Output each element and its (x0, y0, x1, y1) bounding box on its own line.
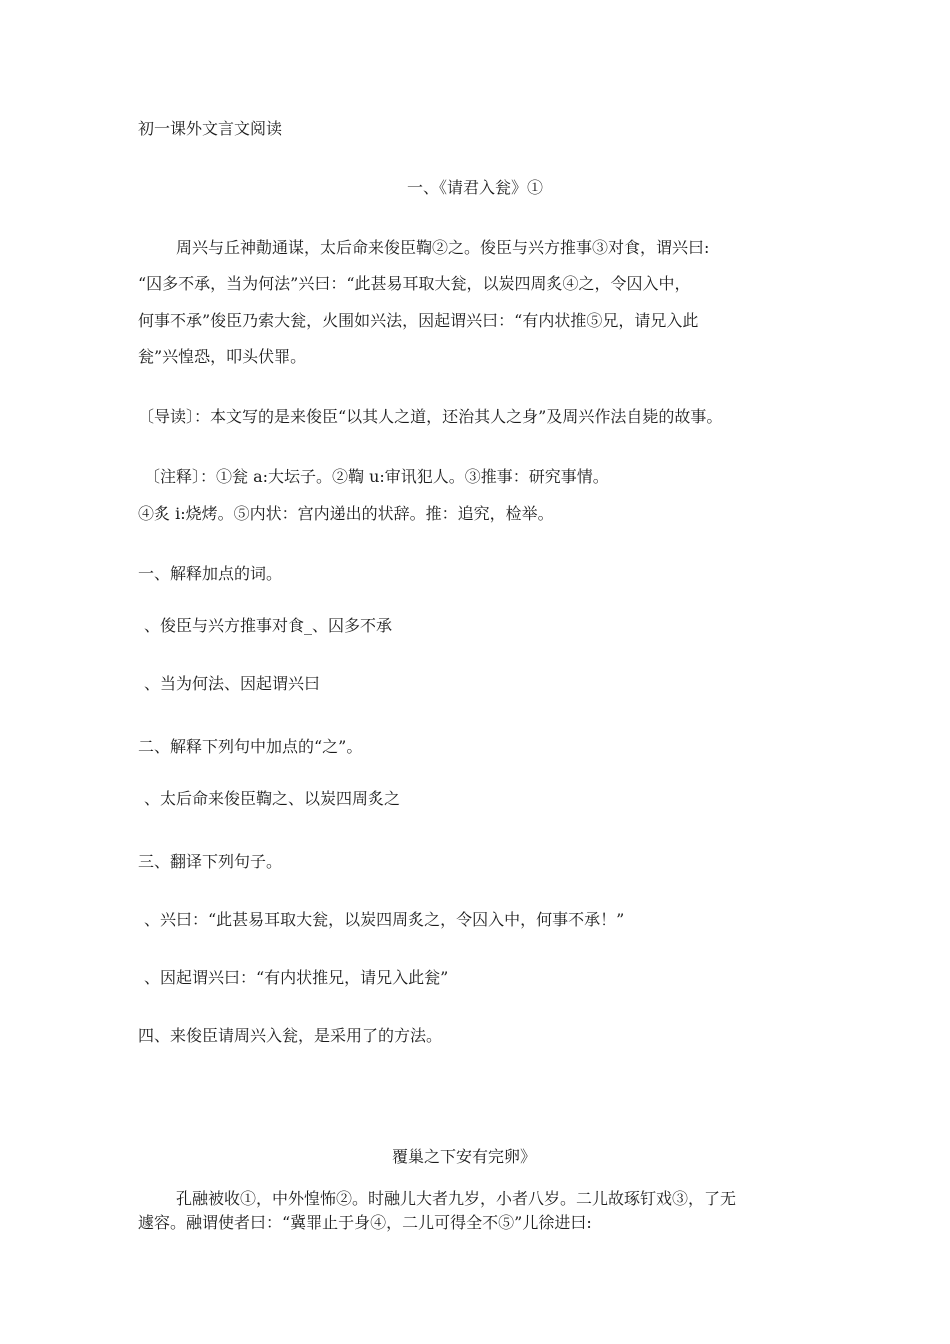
guide-text: 〔导读〕：本文写的是来俊臣“以其人之道，还治其人之身”及周兴作法自毙的故事。 (138, 407, 723, 426)
question-3-heading: 三、翻译下列句子。 (138, 852, 283, 871)
passage2-line-2: 遽容。融谓使者曰：“冀罪止于身④，二儿可得全不⑤”儿徐进曰: (138, 1213, 592, 1232)
notes-line-1: 〔注释〕：①瓮 a:大坛子。②鞫 u:审讯犯人。③推事：研究事情。 (144, 467, 609, 486)
passage1-line-4: 瓮”兴惶恐，叩头伏罪。 (138, 347, 307, 366)
passage1-line-1: 周兴与丘神勣通谋，太后命来俊臣鞫②之。俊臣与兴方推事③对食，谓兴曰: (176, 238, 710, 257)
question-2-heading: 二、解释下列句中加点的“之”。 (138, 737, 363, 756)
passage1-line-3: 何事不承”俊臣乃索大瓮，火围如兴法，因起谓兴曰：“有内状推⑤兄，请兄入此 (138, 311, 699, 330)
question-1-item-b: 、当为何法、因起谓兴曰 (144, 674, 321, 693)
passage2-line-1: 孔融被收①，中外惶怖②。时融儿大者九岁，小者八岁。二儿故琢钉戏③，了无 (176, 1189, 737, 1208)
question-2-item: 、太后命来俊臣鞫之、以炭四周炙之 (144, 789, 401, 808)
passage1-line-2: “囚多不承，当为何法”兴曰：“此甚易耳取大瓮，以炭四周炙④之，令囚入中， (138, 274, 691, 293)
notes-line-2: ④炙 i:烧烤。⑤内状：宫内递出的状辞。推：追究，检举。 (138, 504, 554, 523)
question-4: 四、来俊臣请周兴入瓮，是采用了的方法。 (138, 1026, 443, 1045)
question-1-item-a: 、俊臣与兴方推事对食_、囚多不承 (144, 616, 393, 635)
document-title: 初一课外文言文阅读 (138, 119, 283, 138)
question-3-item-a: 、兴曰：“此甚易耳取大瓮，以炭四周炙之，令囚入中，何事不承！” (144, 910, 625, 929)
question-3-item-b: 、因起谓兴曰：“有内状推兄，请兄入此瓮” (144, 968, 449, 987)
section2-title: 覆巢之下安有完卵》 (392, 1147, 537, 1166)
question-1-heading: 一、解释加点的词。 (138, 564, 283, 583)
section1-title: 一、《请君入瓮》① (406, 178, 543, 197)
